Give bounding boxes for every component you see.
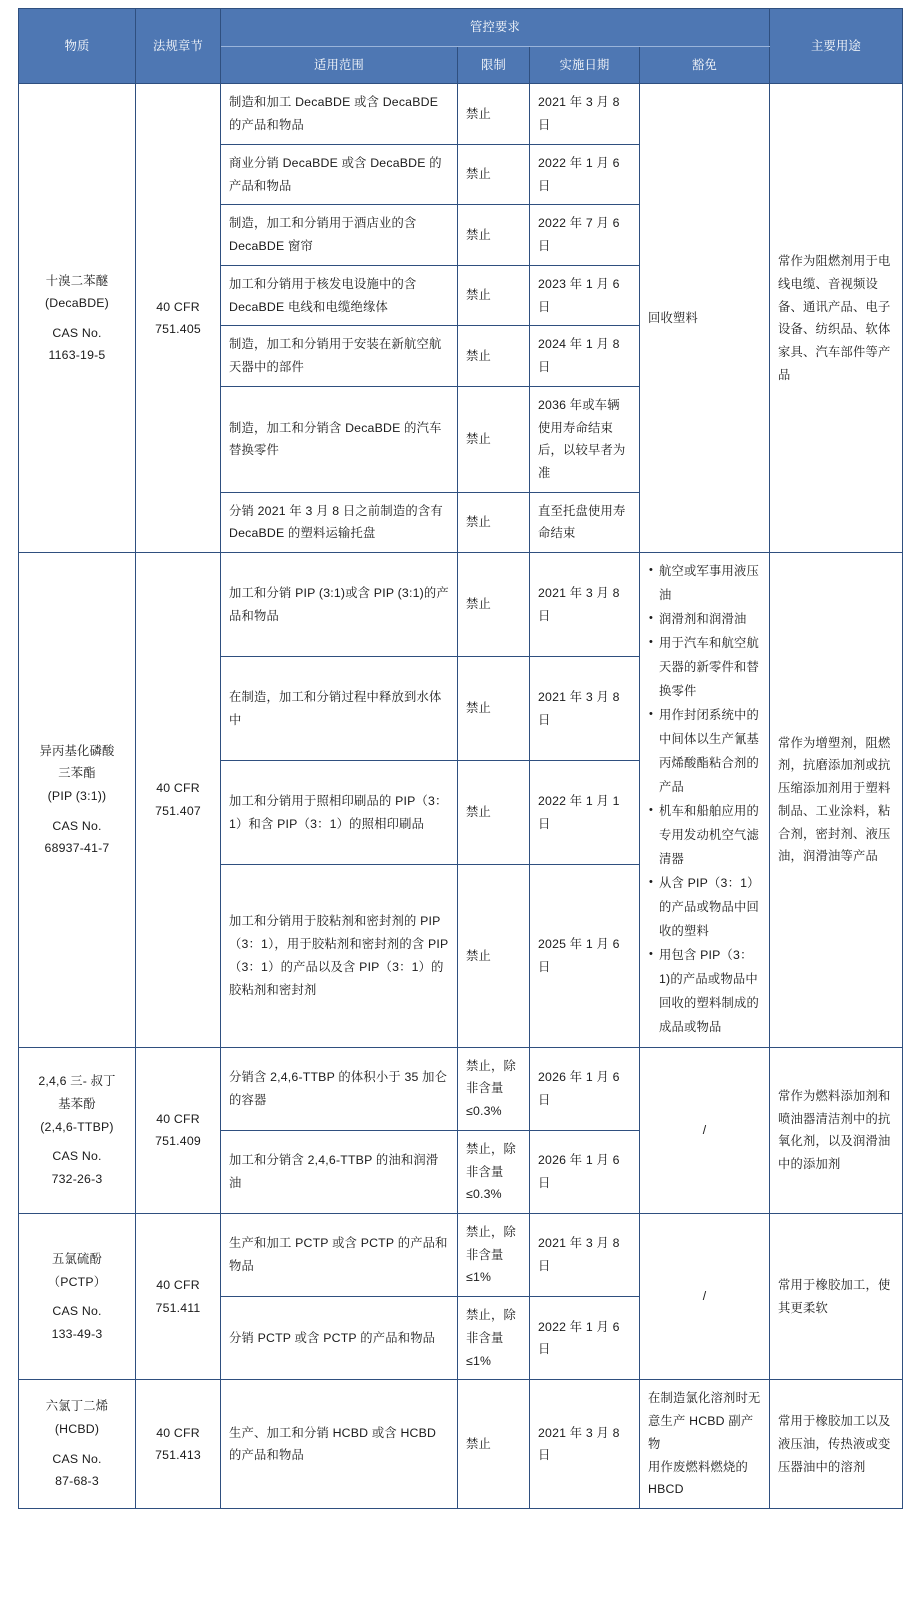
effective-date-cell: 2026 年 1 月 6 日: [530, 1130, 640, 1213]
substance-name-line: 87-68-3: [55, 1474, 99, 1489]
regulation-section-cell: [136, 553, 221, 1047]
col-header-effective-date: 实施日期: [530, 46, 640, 84]
substance-name-line: 基苯酚: [58, 1096, 96, 1111]
restriction-cell: 禁止，除非含量 ≤1%: [458, 1214, 530, 1297]
regulation-section-line: 40 CFR: [156, 1277, 200, 1292]
scope-cell: 加工和分销用于核发电设施中的含 DecaBDE 电线和电缆绝缘体: [221, 265, 458, 325]
restriction-cell: 禁止: [458, 205, 530, 265]
spacer: [27, 808, 127, 815]
spacer: [27, 1138, 127, 1145]
substance-name-cell: [19, 1047, 136, 1213]
col-header-control-requirements: 管控要求: [221, 9, 770, 47]
substance-name-line: 十溴二苯醚: [45, 273, 109, 288]
main-use-cell: 常作为增塑剂，阻燃剂，抗磨添加剂或抗压缩添加剂用于塑料制品、工业涂料，粘合剂，密封剂、液压油，润滑油等产品: [770, 553, 903, 1047]
regulation-section-line: 751.411: [155, 1300, 201, 1315]
chemical-regulation-table: [18, 8, 903, 1509]
effective-date-cell: 2021 年 3 月 8 日: [530, 1214, 640, 1297]
effective-date-cell: 直至托盘使用寿命结束: [530, 492, 640, 552]
scope-cell: 分销含 2,4,6-TTBP 的体积小于 35 加仑的容器: [221, 1047, 458, 1130]
substance-name-line: (2,4,6-TTBP): [40, 1119, 114, 1134]
spacer: [27, 1441, 127, 1448]
substance-name-cell: [19, 84, 136, 553]
scope-cell: 制造，加工和分销用于安装在新航空航天器中的部件: [221, 326, 458, 386]
regulation-section-cell: [136, 1047, 221, 1213]
exemption-line: 用作废燃料燃烧的 HBCD: [648, 1459, 748, 1497]
effective-date-cell: 2022 年 1 月 1 日: [530, 761, 640, 865]
regulation-section-line: 751.405: [155, 322, 201, 337]
exemption-list: [648, 560, 761, 1039]
restriction-cell: 禁止，除非含量≤0.3%: [458, 1130, 530, 1213]
effective-date-cell: 2021 年 3 月 8 日: [530, 553, 640, 657]
exemption-line: 在制造氯化溶剂时无意生产 HCBD 副产物: [648, 1391, 761, 1451]
table-row: [19, 1214, 903, 1297]
effective-date-cell: 2026 年 1 月 6 日: [530, 1047, 640, 1130]
table-header: [19, 9, 903, 84]
scope-cell: 生产和加工 PCTP 或含 PCTP 的产品和物品: [221, 1214, 458, 1297]
scope-cell: 加工和分销 PIP (3:1)或含 PIP (3:1)的产品和物品: [221, 553, 458, 657]
scope-cell: 加工和分销用于照相印刷品的 PIP（3：1）和含 PIP（3：1）的照相印刷品: [221, 761, 458, 865]
restriction-cell: 禁止: [458, 1380, 530, 1509]
scope-cell: 加工和分销含 2,4,6-TTBP 的油和润滑油: [221, 1130, 458, 1213]
restriction-cell: 禁止: [458, 265, 530, 325]
regulation-section-line: 40 CFR: [156, 781, 200, 796]
exemption-list-item: • 润滑剂和润滑油: [648, 608, 761, 632]
col-header-regulation-section: 法规章节: [136, 9, 221, 84]
regulation-section-line: 751.407: [155, 803, 201, 818]
effective-date-cell: 2022 年 1 月 6 日: [530, 1297, 640, 1380]
effective-date-cell: 2022 年 1 月 6 日: [530, 144, 640, 204]
regulation-section-line: 40 CFR: [156, 1111, 200, 1126]
substance-name-line: (DecaBDE): [45, 296, 109, 311]
regulation-section-line: 40 CFR: [156, 1425, 200, 1440]
table-row: [19, 1380, 903, 1509]
scope-cell: 制造，加工和分销含 DecaBDE 的汽车替换零件: [221, 386, 458, 492]
effective-date-cell: 2021 年 3 月 8 日: [530, 657, 640, 761]
effective-date-cell: 2022 年 7 月 6 日: [530, 205, 640, 265]
exemption-list-item: • 用于汽车和航空航天器的新零件和替换零件: [648, 632, 761, 704]
effective-date-cell: 2021 年 3 月 8 日: [530, 84, 640, 144]
scope-cell: 分销 2021 年 3 月 8 日之前制造的含有 DecaBDE 的塑料运输托盘: [221, 492, 458, 552]
exemption-cell: [640, 553, 770, 1047]
scope-cell: 分销 PCTP 或含 PCTP 的产品和物品: [221, 1297, 458, 1380]
scope-cell: 制造和加工 DecaBDE 或含 DecaBDE 的产品和物品: [221, 84, 458, 144]
substance-name-line: 五氯硫酚: [52, 1251, 102, 1266]
scope-cell: 加工和分销用于胶粘剂和密封剂的 PIP（3：1），用于胶粘剂和密封剂的含 PIP（3：1）的产品以及含 PIP（3：1）的胶粘剂和密封剂: [221, 865, 458, 1047]
substance-name-line: 133-49-3: [51, 1326, 103, 1341]
regulation-section-cell: [136, 1380, 221, 1509]
substance-name-cell: [19, 1214, 136, 1380]
effective-date-cell: 2024 年 1 月 8 日: [530, 326, 640, 386]
table-row: [19, 84, 903, 144]
restriction-cell: 禁止，除非含量≤0.3%: [458, 1047, 530, 1130]
regulation-section-cell: [136, 1214, 221, 1380]
restriction-cell: 禁止: [458, 386, 530, 492]
substance-name-line: 732-26-3: [51, 1171, 103, 1186]
scope-cell: 生产、加工和分销 HCBD 或含 HCBD 的产品和物品: [221, 1380, 458, 1509]
restriction-cell: 禁止: [458, 657, 530, 761]
exemption-list-item: • 从含 PIP（3：1）的产品或物品中回收的塑料: [648, 872, 761, 944]
regulation-section-cell: [136, 84, 221, 553]
substance-name-line: (HCBD): [54, 1422, 100, 1437]
substance-name-line: 六氯丁二烯: [45, 1399, 109, 1414]
exemption-list-item: • 用包含 PIP（3：1)的产品或物品中回收的塑料制成的成品或物品: [648, 944, 761, 1040]
substance-name-line: CAS No.: [52, 818, 102, 833]
main-use-cell: 常用于橡胶加工以及液压油，传热液或变压器油中的溶剂: [770, 1380, 903, 1509]
substance-name-cell: [19, 1380, 136, 1509]
col-header-main-use: 主要用途: [770, 9, 903, 84]
substance-name-line: 68937-41-7: [44, 841, 110, 856]
exemption-cell: [640, 1380, 770, 1509]
restriction-cell: 禁止: [458, 865, 530, 1047]
spacer: [27, 1293, 127, 1300]
restriction-cell: 禁止: [458, 144, 530, 204]
restriction-cell: 禁止: [458, 84, 530, 144]
effective-date-cell: 2021 年 3 月 8 日: [530, 1380, 640, 1509]
effective-date-cell: 2036 年或车辆使用寿命结束后，以较早者为准: [530, 386, 640, 492]
substance-name-line: （PCTP）: [47, 1274, 107, 1289]
scope-cell: 在制造，加工和分销过程中释放到水体中: [221, 657, 458, 761]
substance-name-cell: [19, 553, 136, 1047]
table-row: [19, 1047, 903, 1130]
exemption-list-item: • 用作封闭系统中的中间体以生产氰基丙烯酸酯粘合剂的产品: [648, 704, 761, 800]
header-row-top: [19, 9, 903, 47]
substance-name-line: (PIP (3:1)): [47, 789, 107, 804]
effective-date-cell: 2025 年 1 月 6 日: [530, 865, 640, 1047]
regulation-section-line: 751.409: [155, 1134, 201, 1149]
main-use-cell: 常作为阻燃剂用于电线电缆、音视频设备、通讯产品、电子设备、纺织品、软体家具、汽车部件等产品: [770, 84, 903, 553]
exemption-list-item: • 航空或军事用液压油: [648, 560, 761, 608]
substance-name-line: 三苯酯: [58, 766, 96, 781]
col-header-scope: 适用范围: [221, 46, 458, 84]
substance-name-line: 1163-19-5: [48, 348, 106, 363]
substance-name-line: CAS No.: [52, 1149, 102, 1164]
exemption-cell: /: [640, 1047, 770, 1213]
col-header-substance: 物质: [19, 9, 136, 84]
table-row: [19, 553, 903, 657]
scope-cell: 制造，加工和分销用于酒店业的含 DecaBDE 窗帘: [221, 205, 458, 265]
table-body: [19, 84, 903, 1509]
restriction-cell: 禁止: [458, 761, 530, 865]
regulation-section-line: 751.413: [155, 1448, 201, 1463]
restriction-cell: 禁止: [458, 326, 530, 386]
exemption-cell: [640, 84, 770, 553]
exemption-cell: /: [640, 1214, 770, 1380]
restriction-cell: 禁止，除非含量≤1%: [458, 1297, 530, 1380]
main-use-cell: 常用于橡胶加工，使其更柔软: [770, 1214, 903, 1380]
scope-cell: 商业分销 DecaBDE 或含 DecaBDE 的产品和物品: [221, 144, 458, 204]
substance-name-line: CAS No.: [52, 1304, 102, 1319]
restriction-cell: 禁止: [458, 553, 530, 657]
substance-name-line: 2,4,6 三- 叔丁: [38, 1074, 116, 1089]
exemption-list-item: • 机车和船舶应用的专用发动机空气滤清器: [648, 800, 761, 872]
substance-name-line: 异丙基化磷酸: [39, 743, 115, 758]
col-header-restriction: 限制: [458, 46, 530, 84]
substance-name-line: CAS No.: [52, 325, 102, 340]
effective-date-cell: 2023 年 1 月 6 日: [530, 265, 640, 325]
main-use-cell: 常作为燃料添加剂和喷油器清洁剂中的抗氧化剂，以及润滑油中的添加剂: [770, 1047, 903, 1213]
col-header-exemption: 豁免: [640, 46, 770, 84]
regulation-section-line: 40 CFR: [156, 299, 200, 314]
restriction-cell: 禁止: [458, 492, 530, 552]
substance-name-line: CAS No.: [52, 1451, 102, 1466]
spacer: [27, 315, 127, 322]
exemption-line: 回收塑料: [648, 310, 698, 325]
